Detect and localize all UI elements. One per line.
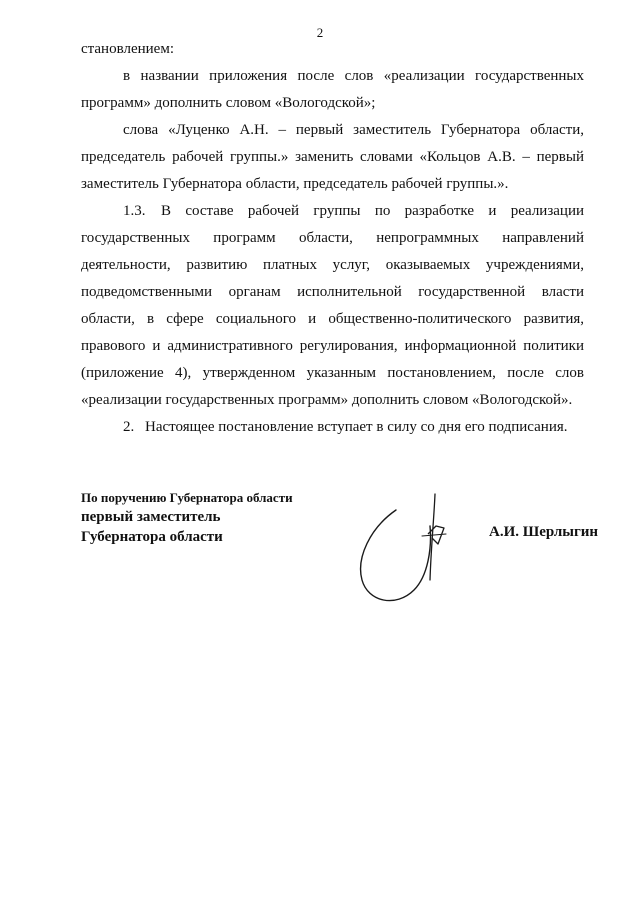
signatory-position: первый заместитель — [81, 509, 221, 525]
signatory-authority: По поручению Губернатора области — [81, 490, 293, 505]
item-number: 1.3. — [123, 203, 146, 219]
handwritten-signature — [348, 488, 468, 608]
item-text: В составе рабочей группы по разработке и реализации государственных программ области, непрограммных направлений деятельности, развитию платных услуг, оказываемых учреждениями, подведомственными органам исполнительной государственной власти области, в сфере социального и общественно-политического развития, правового и административного регулирования, информационной политики (приложение 4), утвержденном указанным постановлением, после слов «реализации государственных программ» дополнить словом «Вологодской». — [81, 203, 584, 408]
paragraph-chair-replacement: слова «Луценко А.Н. – первый заместитель Губернатора области, председатель рабочей группы.» заменить словами «Кольцов А.В. – первый заместитель Губернатора области, председатель рабочей группы.». — [81, 122, 584, 192]
signatory-name: А.И. Шерлыгин — [489, 524, 599, 540]
signatory-position-org: Губернатора области — [81, 529, 223, 545]
paragraph-title-amendment: в названии приложения после слов «реализации государственных программ» дополнить словом «Вологодской»; — [81, 68, 584, 111]
paragraph-1-3 — [81, 198, 584, 414]
item-number: 2. — [123, 419, 135, 435]
paragraph-continuation: становлением: — [81, 41, 174, 57]
document-body — [81, 36, 584, 441]
signatory-title — [81, 489, 293, 547]
page-number: 2 — [316, 25, 324, 40]
item-text: Настоящее постановление вступает в силу со дня его подписания. — [145, 419, 568, 435]
paragraph-2 — [81, 414, 584, 441]
